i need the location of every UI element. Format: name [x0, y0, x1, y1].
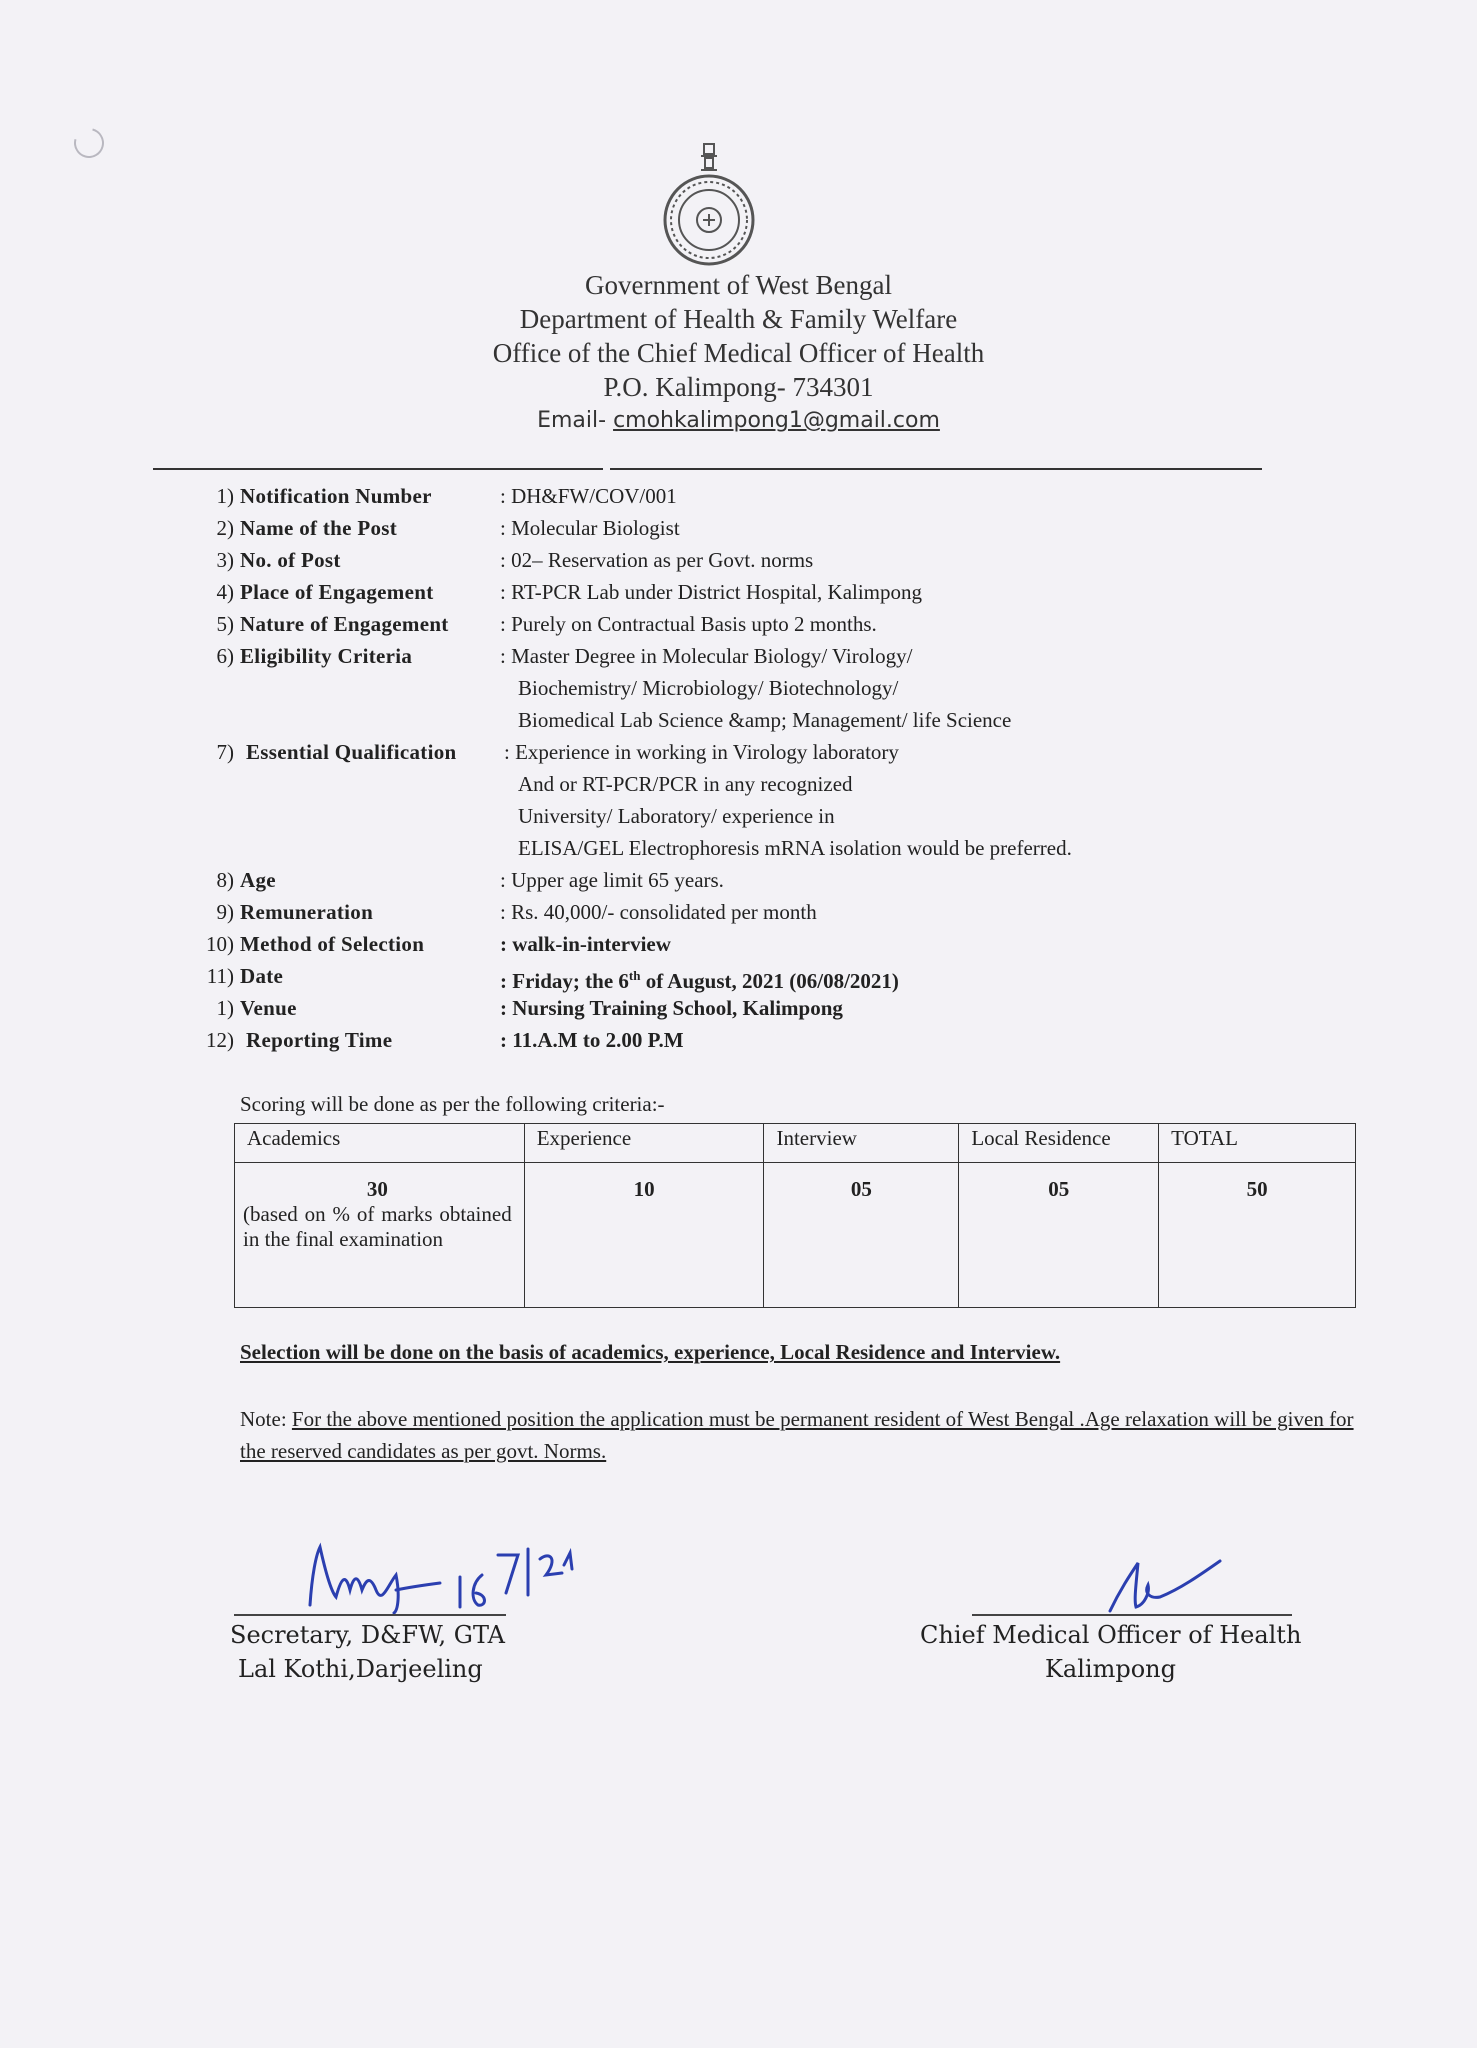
email-link[interactable]: cmohkalimpong1@gmail.com [613, 408, 940, 433]
academics-marks: 30 [366, 1177, 388, 1201]
row-label: Age [240, 868, 276, 892]
row-number: 6) [216, 644, 234, 668]
header-line-address: P.O. Kalimpong- 734301 [603, 372, 874, 402]
note-label: Note: [240, 1407, 287, 1431]
cmoh-signature-line [972, 1614, 1292, 1616]
header-experience: Experience [524, 1124, 764, 1163]
date-ordinal-suffix: th [628, 968, 641, 983]
row-number: 12) [206, 1028, 234, 1052]
row-value: : DH&FW/COV/001 [500, 484, 677, 508]
punch-hole-mark [69, 123, 110, 164]
row-value-continuation: And or RT-PCR/PCR in any recognized [518, 772, 853, 796]
row-number: 11) [206, 964, 234, 988]
row-value: : Molecular Biologist [500, 516, 680, 540]
row-value-continuation: ELISA/GEL Electrophoresis mRNA isolation would be preferred. [518, 836, 1072, 860]
header-line-department: Department of Health & Family Welfare [519, 304, 958, 334]
scoring-intro: Scoring will be done as per the following criteria:- [240, 1092, 665, 1116]
header-divider-left [153, 468, 603, 470]
row-number: 2) [216, 516, 234, 540]
secretary-place: Lal Kothi,Darjeeling [238, 1655, 483, 1683]
cmoh-handwritten-signature [1100, 1545, 1230, 1615]
row-label: Date [240, 964, 284, 988]
row-number: 9) [216, 900, 234, 924]
scoring-header-row [235, 1124, 1356, 1163]
row-label: Method of Selection [240, 932, 425, 956]
row-label: Reporting Time [246, 1028, 393, 1052]
row-label: Essential Qualification [246, 740, 457, 764]
cell-total: 50 [1159, 1163, 1356, 1308]
row-value: : 02– Reservation as per Govt. norms [500, 548, 814, 572]
row-value: : walk-in-interview [500, 932, 671, 956]
scoring-table [234, 1123, 1356, 1308]
secretary-signature-line [234, 1614, 506, 1616]
row-value: : RT-PCR Lab under District Hospital, Kalimpong [500, 580, 923, 604]
row-number: 7) [216, 740, 234, 764]
row-label: Eligibility Criteria [240, 644, 413, 668]
west-bengal-emblem-icon [659, 140, 759, 270]
header-interview: Interview [764, 1124, 959, 1163]
header-total: TOTAL [1159, 1124, 1356, 1163]
row-label: No. of Post [240, 548, 341, 572]
header-local-residence: Local Residence [959, 1124, 1159, 1163]
row-number: 3) [216, 548, 234, 572]
date-value-suffix: of August, 2021 (06/08/2021) [640, 969, 899, 993]
row-value: : 11.A.M to 2.00 P.M [500, 1028, 684, 1052]
cell-local-residence: 05 [959, 1163, 1159, 1308]
row-value: : Purely on Contractual Basis upto 2 months. [500, 612, 877, 636]
row-label: Notification Number [240, 484, 432, 508]
row-number: 4) [216, 580, 234, 604]
row-value: : Master Degree in Molecular Biology/ Virology/ [500, 644, 913, 668]
header-line-office: Office of the Chief Medical Officer of Health [492, 338, 985, 368]
row-value: : Rs. 40,000/- consolidated per month [500, 900, 817, 924]
row-number: 1) [216, 484, 234, 508]
row-label: Nature of Engagement [240, 612, 449, 636]
email-label: Email- [537, 408, 607, 433]
row-value-continuation: Biochemistry/ Microbiology/ Biotechnology/ [518, 676, 899, 700]
row-number: 5) [216, 612, 234, 636]
selection-statement: Selection will be done on the basis of academics, experience, Local Residence and Interview. [240, 1340, 1061, 1364]
cell-experience: 10 [524, 1163, 764, 1308]
row-label: Place of Engagement [240, 580, 434, 604]
row-value: : Experience in working in Virology laboratory [504, 740, 899, 764]
row-value: : Nursing Training School, Kalimpong [500, 996, 843, 1020]
row-number: 8) [216, 868, 234, 892]
header-divider-right [610, 468, 1262, 470]
academics-note: (based on % of marks obtained in the final examination [243, 1202, 512, 1251]
cmoh-place: Kalimpong [1045, 1655, 1176, 1683]
header-line-government: Government of West Bengal [584, 270, 892, 300]
note-text: For the above mentioned position the application must be permanent resident of West Bengal .Age relaxation will be given for the reserved candidates as per govt. Norms. [240, 1407, 1354, 1463]
row-number: 1) [216, 996, 234, 1020]
row-number: 10) [206, 932, 234, 956]
row-label: Remuneration [240, 900, 374, 924]
cell-academics [235, 1163, 525, 1308]
row-label: Name of the Post [240, 516, 398, 540]
secretary-handwritten-signature [300, 1535, 600, 1615]
cell-interview: 05 [764, 1163, 959, 1308]
note-paragraph [240, 1403, 1380, 1467]
row-value-continuation: University/ Laboratory/ experience in [518, 804, 835, 828]
row-value: : Upper age limit 65 years. [500, 868, 724, 892]
secretary-title: Secretary, D&FW, GTA [230, 1621, 506, 1649]
cmoh-title: Chief Medical Officer of Health [920, 1621, 1302, 1649]
header-academics: Academics [235, 1124, 525, 1163]
row-value-continuation: Biomedical Lab Science &amp; Management/ life Science [518, 708, 1012, 732]
scoring-values-row [235, 1163, 1356, 1308]
header-email-line [0, 408, 1477, 433]
row-label: Venue [240, 996, 297, 1020]
date-value-prefix: : Friday; the 6 [500, 969, 629, 993]
